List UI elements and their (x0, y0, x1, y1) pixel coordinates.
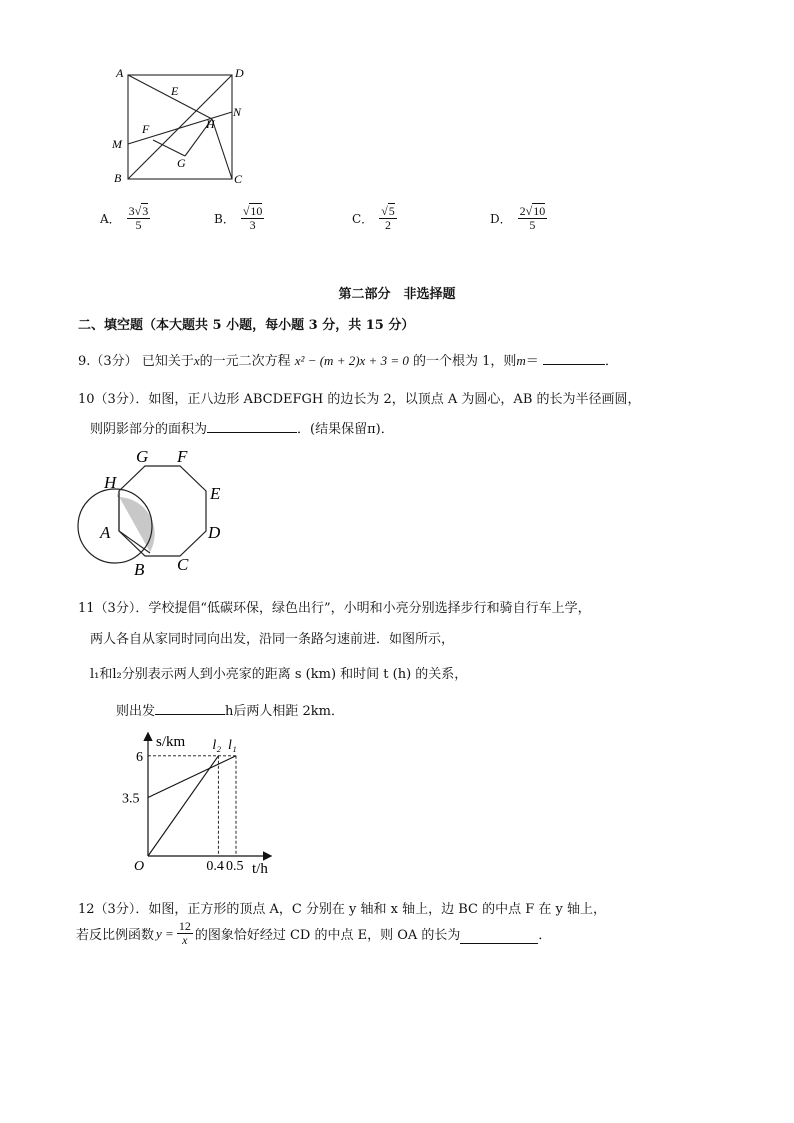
q12-fraction: $\frac{12}{x}$ (178, 919, 191, 947)
option-c[interactable]: C． $\frac{√5}{2}$ (352, 204, 395, 232)
series-line-1 (148, 756, 236, 798)
oct-label-F: F (177, 447, 188, 466)
q9-equation: x² − (m + 2)x + 3 = 0 (294, 353, 409, 368)
q11-answer-blank[interactable] (155, 704, 225, 715)
option-b[interactable]: B． $\frac{√10}{3}$ (214, 204, 263, 232)
tick-label-y-6: 6 (136, 749, 143, 765)
q11-line3: l₁和l₂分别表示两人到小亮家的距离 s (km) 和时间 t (h) 的关系， (90, 667, 468, 682)
option-a[interactable]: A． $\frac{3√3}{5}$ (100, 204, 149, 232)
q10-line2: 则阴影部分的面积为 ．(结果保留π)． (90, 422, 394, 437)
q9-answer-blank[interactable] (543, 354, 605, 365)
part2-title: 第二部分 非选择题 (338, 287, 456, 302)
tick-label-origin: O (134, 859, 145, 874)
section2-heading: 二、填空题（本大题共 5 小题，每小题 3 分，共 15 分） (78, 318, 415, 333)
label-G: G (177, 156, 186, 170)
oct-label-G: G (136, 447, 149, 466)
q11-line1: 11（3分）．学校提倡“低碳环保，绿色出行”，小明和小亮分别选择步行和骑自行车上学， (78, 601, 591, 616)
series-line-2 (148, 756, 218, 856)
oct-label-D: D (208, 523, 221, 542)
oct-label-C: C (177, 555, 189, 574)
tick-label-x-0.5: 0.5 (226, 859, 244, 874)
label-M: M (112, 137, 122, 151)
tick-label-y-3.5: 3.5 (122, 791, 140, 807)
square-figure (100, 62, 260, 192)
oct-label-H: H (104, 473, 117, 492)
q12-line2: 若反比例函数 y = $\frac{12}{x}$ 的图象恰好经过 CD 的中点 E，则 OA 的长为 ． (76, 919, 552, 947)
oct-label-B: B (134, 560, 145, 578)
label-E: E (171, 84, 179, 98)
q11-line4: 则出发 h后两人相距 2km． (116, 704, 344, 719)
y-axis-label: s/km (156, 734, 186, 750)
tick-label-x-0.4: 0.4 (206, 859, 224, 874)
label-C: C (234, 172, 243, 186)
q12-answer-blank[interactable] (460, 933, 538, 944)
x-axis-label: t/h (252, 861, 268, 877)
q10-line1: 10（3分）．如图，正八边形 ABCDEFGH 的边长为 2，以顶点 A 为圆心，AB 的长为半径画圆， (78, 392, 641, 407)
label-F: F (142, 122, 150, 136)
option-d[interactable]: D． $\frac{2√10}{5}$ (490, 204, 546, 232)
oct-label-E: E (210, 484, 221, 503)
q12-line1: 12（3分）．如图，正方形的顶点 A，C 分别在 y 轴和 x 轴上，边 BC 的中点 F 在 y 轴上， (78, 902, 607, 917)
q11-line2: 两人各自从家同时同向出发，沿同一条路匀速前进．如图所示， (90, 632, 455, 647)
octagon-figure (70, 446, 240, 578)
label-B: B (114, 171, 122, 185)
series-label-l1: l₁ (228, 737, 237, 753)
q9-line: 9.（3分） 已知关于x的一元二次方程 x² − (m + 2)x + 3 = 0 的一个根为 1，则m＝ ． (78, 353, 618, 369)
label-D: D (235, 66, 244, 80)
label-A: A (116, 66, 124, 80)
label-H: H (206, 117, 215, 131)
oct-label-A: A (100, 523, 111, 542)
label-N: N (233, 105, 242, 119)
q10-answer-blank[interactable] (207, 422, 297, 433)
distance-time-chart (120, 728, 280, 878)
series-label-l2: l₂ (212, 737, 222, 753)
